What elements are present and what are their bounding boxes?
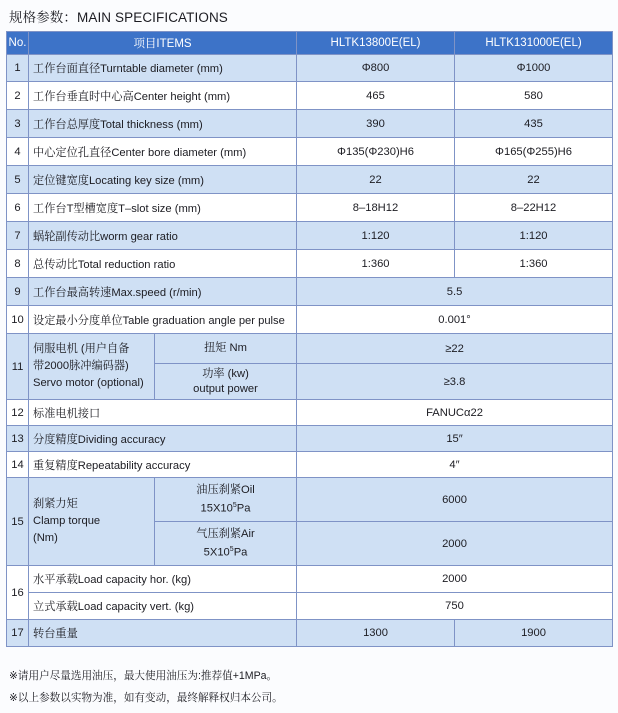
row-number: 6 <box>7 194 29 222</box>
value-model-1: 465 <box>297 82 455 110</box>
value-model-1: Φ800 <box>297 55 455 82</box>
clamp-oil-exponent: 5 <box>232 501 237 509</box>
clamp-air-value: 2000 <box>297 522 613 566</box>
clamp-oil-label-line-1: 油压刹紧Oil <box>196 483 255 496</box>
table-row-load-vert <box>7 593 613 620</box>
row-number: 9 <box>7 278 29 306</box>
value-model-2: Φ165(Φ255)H6 <box>455 138 613 166</box>
table-header-row <box>7 32 613 55</box>
value-model-1: 390 <box>297 110 455 138</box>
value-shared: FANUCα22 <box>297 400 613 426</box>
table-row <box>7 620 613 647</box>
clamp-label-line-1: 刹紧力矩 <box>33 498 78 510</box>
servo-power-label-line-2: output power <box>193 382 258 395</box>
row-number: 5 <box>7 166 29 194</box>
item-label: 工作台面直径Turntable diameter (mm) <box>29 55 297 82</box>
load-hor-label: 水平承载Load capacity hor. (kg) <box>29 566 297 593</box>
value-model-2: 1:120 <box>455 222 613 250</box>
table-row-clamp-oil <box>7 478 613 522</box>
table-row <box>7 55 613 82</box>
table-row <box>7 306 613 334</box>
value-model-2: 435 <box>455 110 613 138</box>
table-row <box>7 250 613 278</box>
row-number: 7 <box>7 222 29 250</box>
servo-power-label <box>155 364 297 400</box>
value-model-1: 1:120 <box>297 222 455 250</box>
row-number: 15 <box>7 478 29 566</box>
clamp-oil-value: 6000 <box>297 478 613 522</box>
clamp-air-label-line-2 <box>159 542 292 561</box>
clamp-air-label <box>155 522 297 566</box>
clamp-oil-unit: Pa <box>236 502 251 515</box>
value-model-1: Φ135(Φ230)H6 <box>297 138 455 166</box>
table-row <box>7 194 613 222</box>
table-row <box>7 138 613 166</box>
table-row-servo-torque <box>7 334 613 364</box>
header-no: No. <box>7 32 29 55</box>
page-title: 规格参数：MAIN SPECIFICATIONS <box>9 10 228 25</box>
row-number: 16 <box>7 566 29 620</box>
footnotes <box>9 665 283 709</box>
row-number: 8 <box>7 250 29 278</box>
item-label: 设定最小分度单位Table graduation angle per pulse <box>29 306 297 334</box>
table-row <box>7 110 613 138</box>
item-label: 工作台垂直时中心高Center height (mm) <box>29 82 297 110</box>
servo-label-line-1: 伺服电机 (用户自备 <box>33 343 130 355</box>
table-row <box>7 426 613 452</box>
header-model-1: HLTK13800E(EL) <box>297 32 455 55</box>
row-number: 17 <box>7 620 29 647</box>
row-number: 2 <box>7 82 29 110</box>
item-label: 重复精度Repeatability accuracy <box>29 452 297 478</box>
servo-label-line-2: 带2000脉冲编码器) <box>33 360 129 372</box>
value-model-2: 1900 <box>455 620 613 647</box>
load-vert-label: 立式承载Load capacity vert. (kg) <box>29 593 297 620</box>
servo-motor-label <box>29 334 155 400</box>
load-vert-value: 750 <box>297 593 613 620</box>
footnote: ※请用户尽量选用油压，最大使用油压为:推荐值+1MPa。 <box>9 670 278 682</box>
servo-torque-label: 扭矩 Nm <box>155 334 297 364</box>
row-number: 4 <box>7 138 29 166</box>
value-model-1: 1:360 <box>297 250 455 278</box>
value-shared: 15″ <box>297 426 613 452</box>
table-row <box>7 400 613 426</box>
footnote: ※以上参数以实物为准，如有变动，最终解释权归本公司。 <box>9 692 283 704</box>
table-row <box>7 452 613 478</box>
value-model-1: 1300 <box>297 620 455 647</box>
clamp-oil-label <box>155 478 297 522</box>
header-items: 项目ITEMS <box>29 32 297 55</box>
row-number: 3 <box>7 110 29 138</box>
table-row-load-hor <box>7 566 613 593</box>
row-number: 10 <box>7 306 29 334</box>
value-model-2: Φ1000 <box>455 55 613 82</box>
clamp-air-unit: Pa <box>233 546 248 559</box>
clamp-label-line-3: (Nm) <box>33 532 58 544</box>
item-label: 工作台总厚度Total thickness (mm) <box>29 110 297 138</box>
table-row <box>7 166 613 194</box>
servo-label-line-3: Servo motor (optional) <box>33 377 144 389</box>
table-row <box>7 278 613 306</box>
row-number: 12 <box>7 400 29 426</box>
clamp-torque-label <box>29 478 155 566</box>
table-row <box>7 222 613 250</box>
value-model-2: 580 <box>455 82 613 110</box>
item-label: 总传动比Total reduction ratio <box>29 250 297 278</box>
value-shared: 5.5 <box>297 278 613 306</box>
servo-power-value: ≥3.8 <box>297 364 613 400</box>
clamp-air-base: 5X10 <box>203 546 230 559</box>
row-number: 14 <box>7 452 29 478</box>
value-shared: 0.001° <box>297 306 613 334</box>
item-label: 中心定位孔直径Center bore diameter (mm) <box>29 138 297 166</box>
servo-torque-value: ≥22 <box>297 334 613 364</box>
item-label: 工作台T型槽宽度T–slot size (mm) <box>29 194 297 222</box>
clamp-air-exponent: 5 <box>229 545 234 553</box>
load-hor-value: 2000 <box>297 566 613 593</box>
row-number: 13 <box>7 426 29 452</box>
item-label: 定位键宽度Locating key size (mm) <box>29 166 297 194</box>
row-number: 11 <box>7 334 29 400</box>
header-model-2: HLTK131000E(EL) <box>455 32 613 55</box>
row-number: 1 <box>7 55 29 82</box>
value-model-2: 1:360 <box>455 250 613 278</box>
clamp-oil-base: 15X10 <box>200 502 233 515</box>
value-shared: 4″ <box>297 452 613 478</box>
item-label: 分度精度Dividing accuracy <box>29 426 297 452</box>
value-model-1: 22 <box>297 166 455 194</box>
value-model-2: 8–22H12 <box>455 194 613 222</box>
item-label: 工作台最高转速Max.speed (r/min) <box>29 278 297 306</box>
clamp-air-label-line-1: 气压刹紧Air <box>196 527 255 540</box>
clamp-oil-label-line-2 <box>159 498 292 517</box>
value-model-1: 8–18H12 <box>297 194 455 222</box>
item-label: 标准电机接口 <box>29 400 297 426</box>
specifications-table <box>6 31 613 647</box>
servo-power-label-line-1: 功率 (kw) <box>202 367 249 380</box>
clamp-label-line-2: Clamp torque <box>33 515 101 527</box>
value-model-2: 22 <box>455 166 613 194</box>
table-row <box>7 82 613 110</box>
item-label: 转台重量 <box>29 620 297 647</box>
item-label: 蜗轮副传动比worm gear ratio <box>29 222 297 250</box>
